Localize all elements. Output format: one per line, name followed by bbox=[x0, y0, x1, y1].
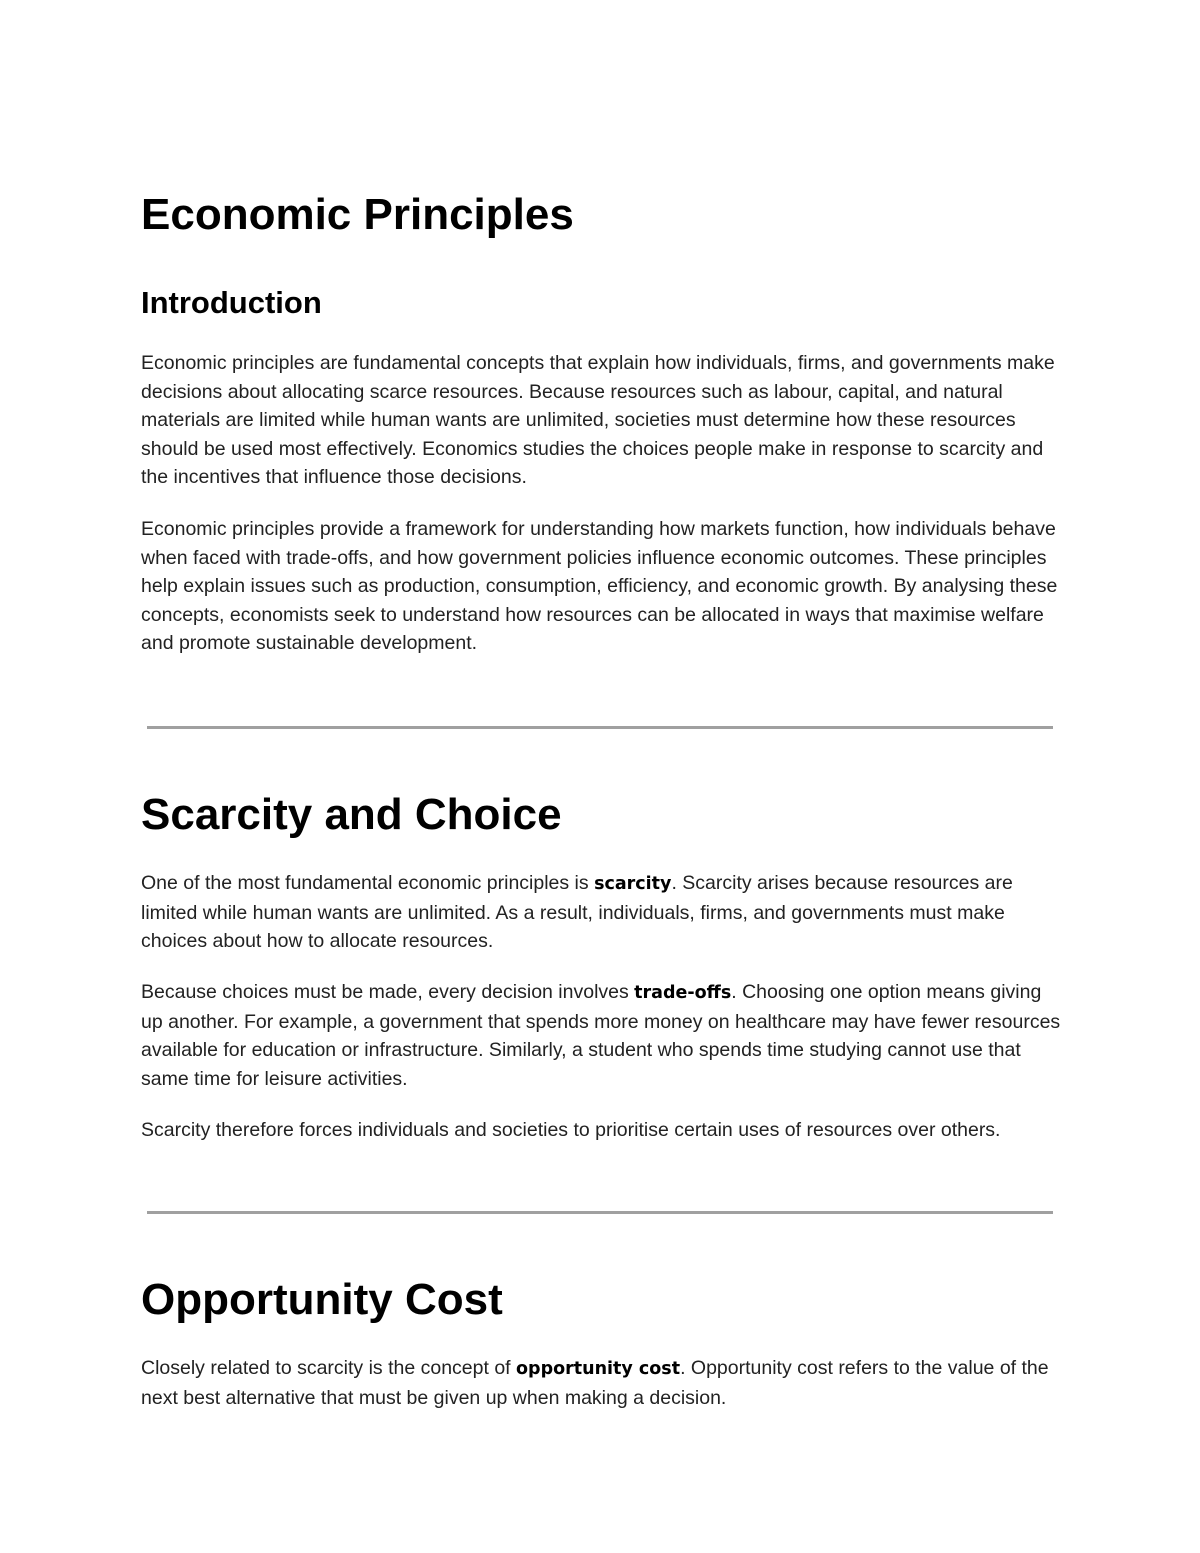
section-divider bbox=[147, 1211, 1053, 1214]
scarcity-heading: Scarcity and Choice bbox=[141, 790, 562, 839]
introduction-paragraph-1: Economic principles are fundamental concepts that explain how individuals, firms, and governments make decisions about allocating scarce resources. Because resources such as labour, capital, and natural materials are limited while human wants are unlimited, societies must determine how these resources should be used most effectively. Economics studies the choices people make in response to scarcity and the incentives that influence those decisions. bbox=[141, 352, 1055, 489]
introduction-heading: Introduction bbox=[141, 285, 322, 320]
opportunity-cost-heading: Opportunity Cost bbox=[141, 1275, 503, 1324]
scarcity-paragraph-1: One of the most fundamental economic principles is scarcity. Scarcity arises because resources are limited while human wants are unlimited. As a result, individuals, firms, and governments must make choices about how to allocate resources. bbox=[141, 872, 1013, 953]
trade-offs-term: trade-offs bbox=[634, 983, 732, 1003]
document-title: Economic Principles bbox=[141, 190, 574, 239]
scarcity-term: scarcity bbox=[594, 874, 672, 894]
opportunity-cost-paragraph-1: Closely related to scarcity is the concept of opportunity cost. Opportunity cost refers to the value of the next best alternative that must be given up when making a decision. bbox=[141, 1357, 1049, 1409]
scarcity-paragraph-2: Because choices must be made, every decision involves trade-offs. Choosing one option means giving up another. For example, a government that spends more money on healthcare may have fewer resources available for education or infrastructure. Similarly, a student who spends time studying cannot use that same time for leisure activities. bbox=[141, 981, 1061, 1090]
scarcity-paragraph-3: Scarcity therefore forces individuals and societies to prioritise certain uses of resources over others. bbox=[141, 1119, 1001, 1141]
opportunity-cost-term: opportunity cost bbox=[516, 1359, 681, 1379]
introduction-paragraph-2: Economic principles provide a framework for understanding how markets function, how individuals behave when faced with trade-offs, and how government policies influence economic outcomes. These principles help explain issues such as production, consumption, efficiency, and economic growth. By analysing these concepts, economists seek to understand how resources can be allocated in ways that maximise welfare and promote sustainable development. bbox=[141, 518, 1058, 655]
section-divider bbox=[147, 726, 1053, 729]
